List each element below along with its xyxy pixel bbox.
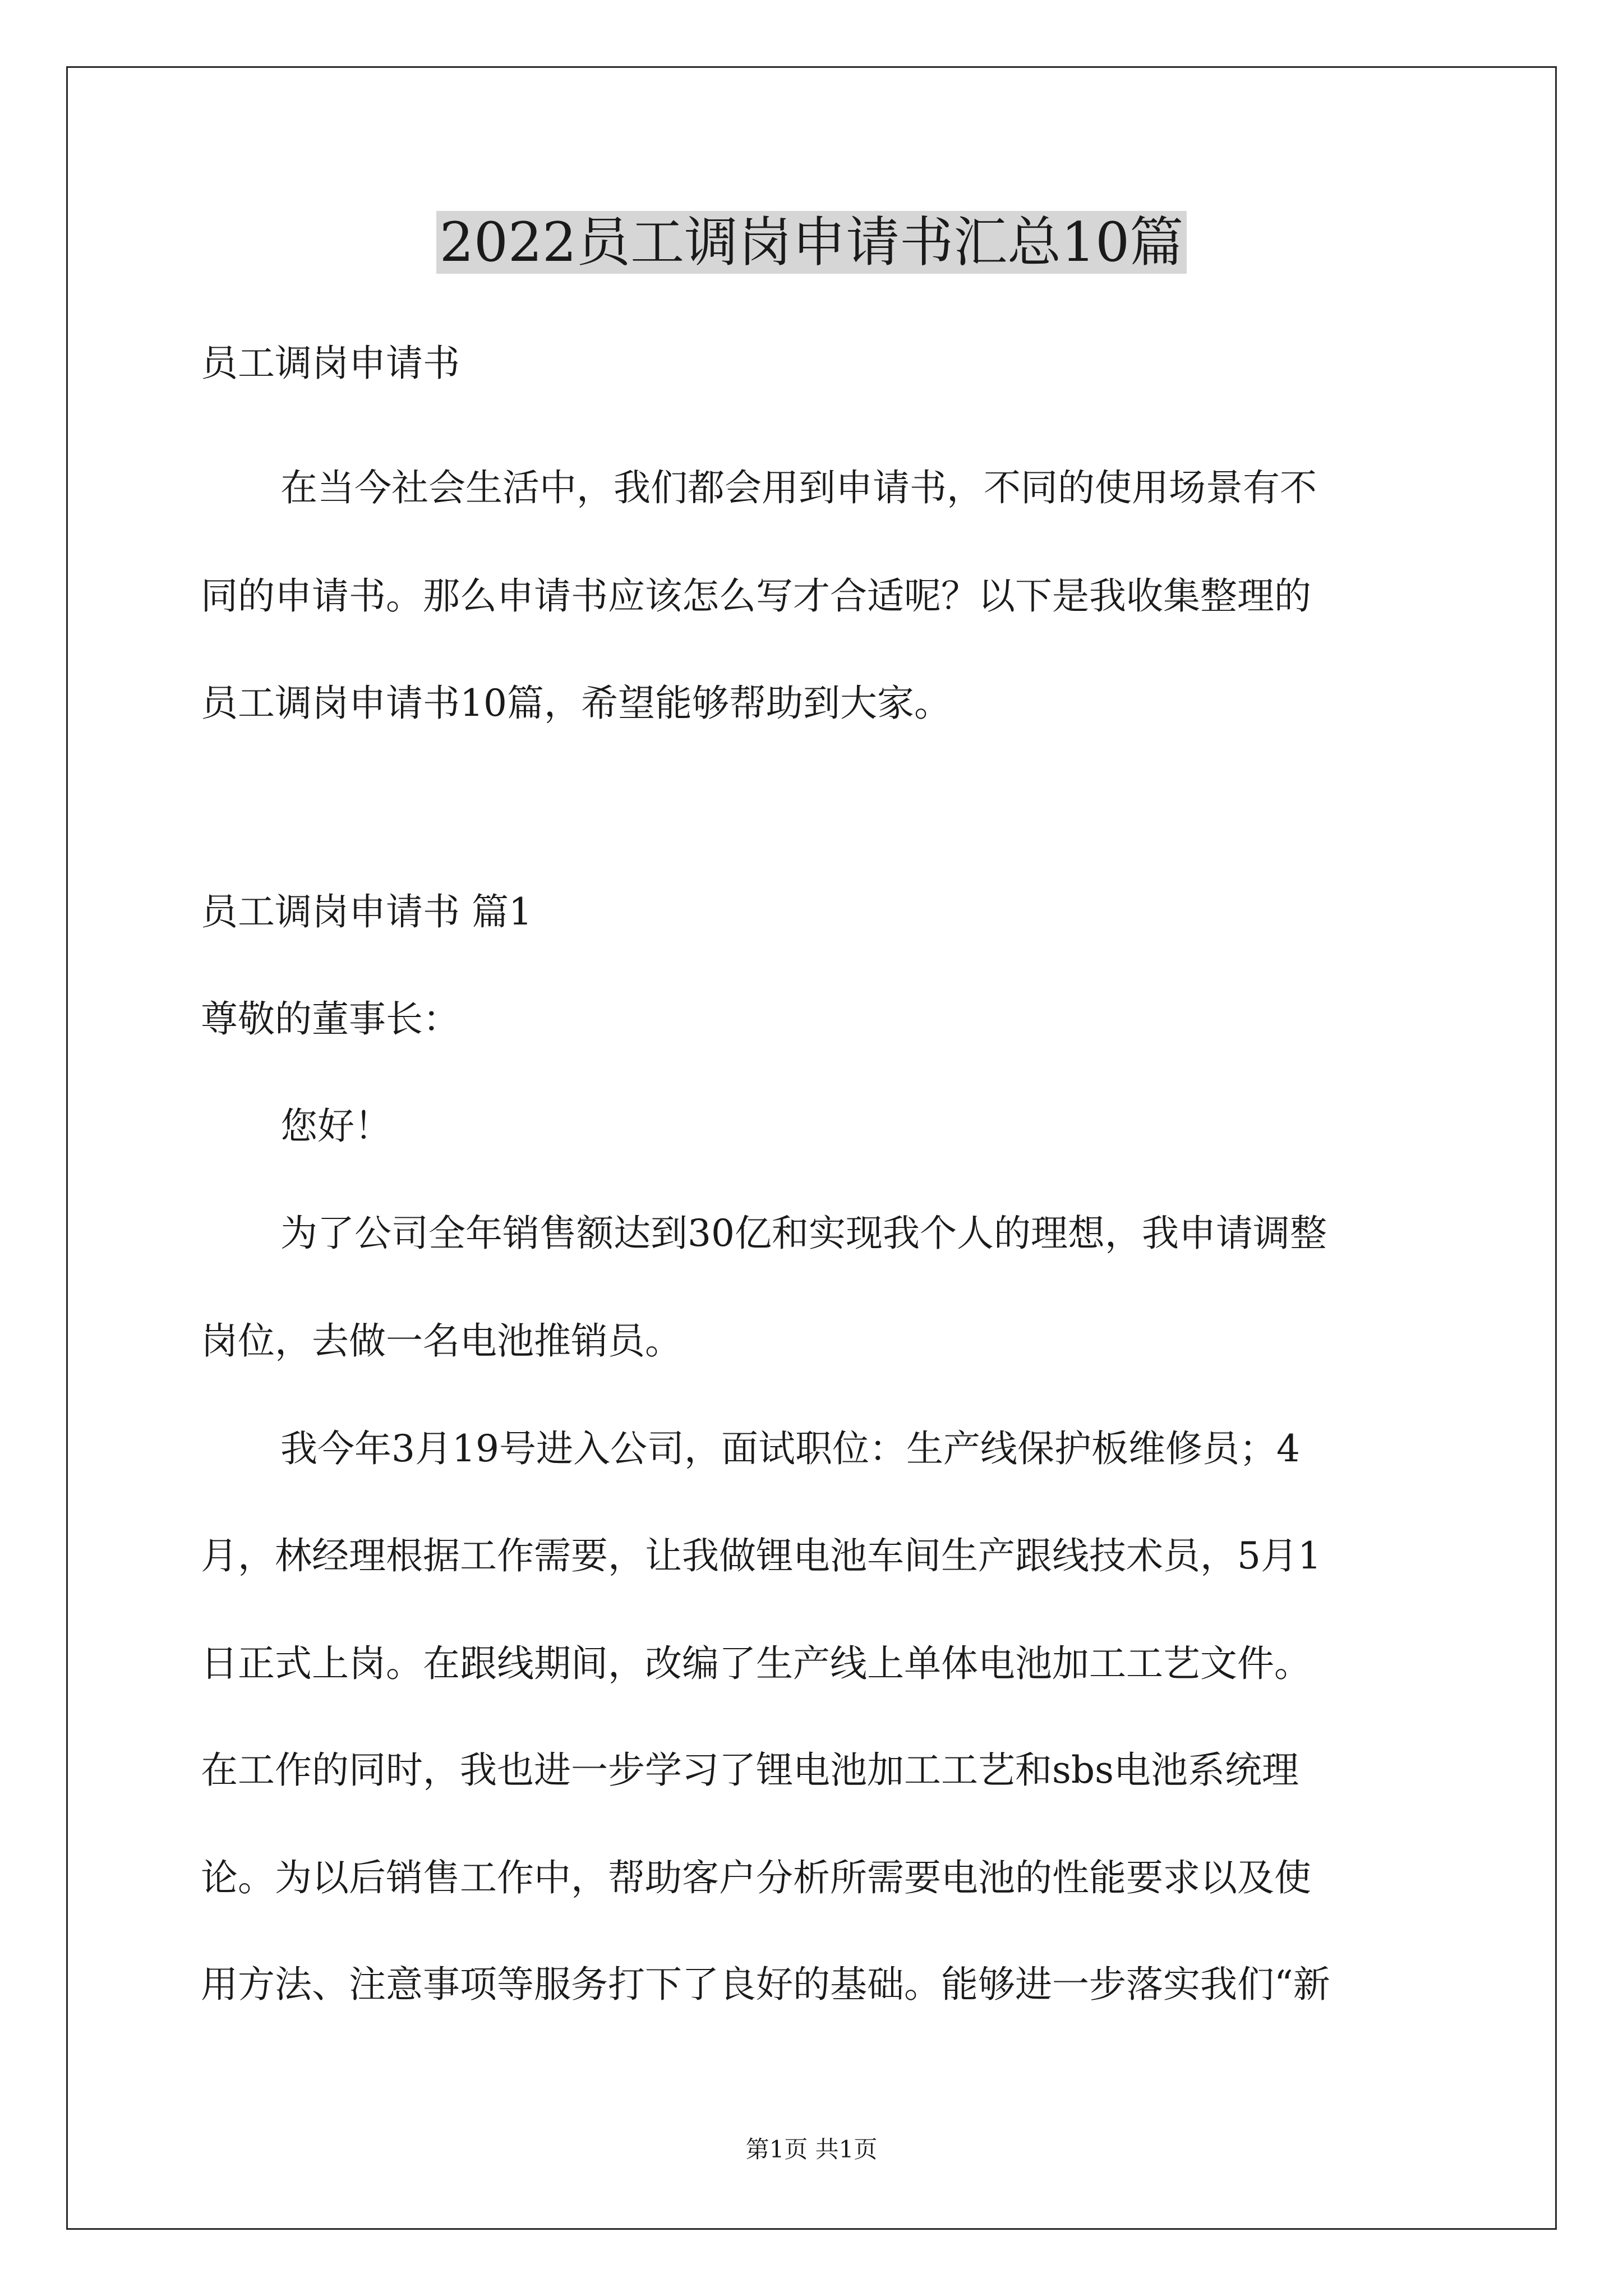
paragraph-line: 论。为以后销售工作中，帮助客户分析所需要电池的性能要求以及使 — [201, 1856, 1311, 1899]
paragraph-line: 日正式上岗。在跟线期间，改编了生产线上单体电池加工工艺文件。 — [201, 1642, 1311, 1685]
document-title-text: 2022员工调岗申请书汇总10篇 — [436, 211, 1187, 274]
document-title — [0, 203, 1623, 282]
paragraph-line: 岗位，去做一名电池推销员。 — [201, 1319, 682, 1363]
paragraph-line: 同的申请书。那么申请书应该怎么写才合适呢？以下是我收集整理的 — [201, 574, 1311, 618]
paragraph-line: 为了公司全年销售额达到30亿和实现我个人的理想，我申请调整 — [280, 1212, 1327, 1255]
salutation: 尊敬的董事长： — [201, 997, 460, 1041]
section-heading: 员工调岗申请书 — [201, 342, 460, 385]
paragraph-line: 月，林经理根据工作需要，让我做锂电池车间生产跟线技术员，5月1 — [201, 1534, 1321, 1577]
paragraph-line: 我今年3月19号进入公司，面试职位：生产线保护板维修员；4 — [280, 1427, 1300, 1470]
paragraph-line: 在工作的同时，我也进一步学习了锂电池加工工艺和sbs电池系统理 — [201, 1749, 1299, 1792]
page-number-footer: 第1页 共1页 — [745, 2136, 878, 2163]
paragraph-line: 用方法、注意事项等服务打下了良好的基础。能够进一步落实我们“新 — [201, 1963, 1330, 2006]
paragraph-line: 员工调岗申请书10篇，希望能够帮助到大家。 — [201, 682, 951, 725]
greeting: 您好！ — [280, 1105, 391, 1148]
paragraph-line: 在当今社会生活中，我们都会用到申请书，不同的使用场景有不 — [280, 466, 1317, 509]
article-heading: 员工调岗申请书 篇1 — [201, 890, 532, 933]
